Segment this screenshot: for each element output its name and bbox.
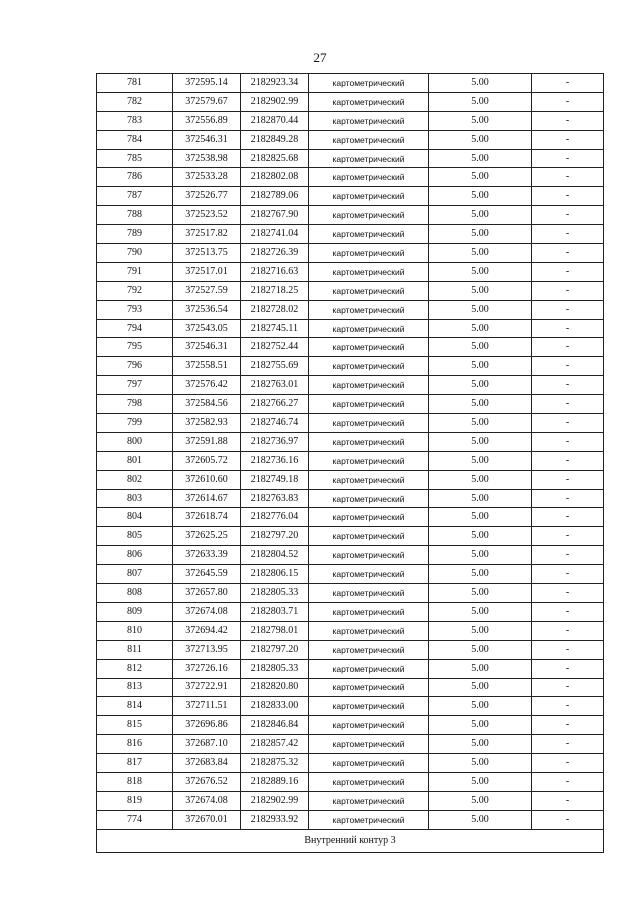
x-coordinate-cell: 372711.51 — [173, 697, 241, 716]
method-cell: картометрический — [309, 735, 429, 754]
y-coordinate-cell: 2182798.01 — [241, 621, 309, 640]
x-coordinate-cell: 372670.01 — [173, 810, 241, 829]
y-coordinate-cell: 2182805.33 — [241, 584, 309, 603]
point-number-cell: 807 — [97, 565, 173, 584]
y-coordinate-cell: 2182728.02 — [241, 300, 309, 319]
point-number-cell: 819 — [97, 791, 173, 810]
precision-cell: 5.00 — [429, 772, 532, 791]
note-cell: - — [532, 470, 604, 489]
method-cell: картометрический — [309, 565, 429, 584]
x-coordinate-cell: 372726.16 — [173, 659, 241, 678]
x-coordinate-cell: 372538.98 — [173, 149, 241, 168]
x-coordinate-cell: 372605.72 — [173, 451, 241, 470]
precision-cell: 5.00 — [429, 697, 532, 716]
precision-cell: 5.00 — [429, 754, 532, 773]
table-row — [97, 659, 604, 678]
note-cell: - — [532, 395, 604, 414]
method-cell: картометрический — [309, 111, 429, 130]
table-row — [97, 565, 604, 584]
point-number-cell: 801 — [97, 451, 173, 470]
point-number-cell: 811 — [97, 640, 173, 659]
precision-cell: 5.00 — [429, 508, 532, 527]
point-number-cell: 787 — [97, 187, 173, 206]
note-cell: - — [532, 621, 604, 640]
table-row — [97, 451, 604, 470]
note-cell: - — [532, 74, 604, 93]
y-coordinate-cell: 2182846.84 — [241, 716, 309, 735]
point-number-cell: 784 — [97, 130, 173, 149]
note-cell: - — [532, 678, 604, 697]
method-cell: картометрический — [309, 92, 429, 111]
note-cell: - — [532, 262, 604, 281]
point-number-cell: 816 — [97, 735, 173, 754]
method-cell: картометрический — [309, 187, 429, 206]
note-cell: - — [532, 432, 604, 451]
y-coordinate-cell: 2182745.11 — [241, 319, 309, 338]
point-number-cell: 813 — [97, 678, 173, 697]
note-cell: - — [532, 772, 604, 791]
x-coordinate-cell: 372633.39 — [173, 546, 241, 565]
precision-cell: 5.00 — [429, 130, 532, 149]
y-coordinate-cell: 2182746.74 — [241, 414, 309, 433]
x-coordinate-cell: 372546.31 — [173, 130, 241, 149]
note-cell: - — [532, 338, 604, 357]
precision-cell: 5.00 — [429, 659, 532, 678]
precision-cell: 5.00 — [429, 810, 532, 829]
x-coordinate-cell: 372584.56 — [173, 395, 241, 414]
contour-label: Внутренний контур 3 — [97, 829, 604, 852]
x-coordinate-cell: 372610.60 — [173, 470, 241, 489]
table-row — [97, 92, 604, 111]
table-row — [97, 395, 604, 414]
precision-cell: 5.00 — [429, 206, 532, 225]
x-coordinate-cell: 372582.93 — [173, 414, 241, 433]
precision-cell: 5.00 — [429, 565, 532, 584]
y-coordinate-cell: 2182789.06 — [241, 187, 309, 206]
method-cell: картометрический — [309, 206, 429, 225]
point-number-cell: 815 — [97, 716, 173, 735]
point-number-cell: 782 — [97, 92, 173, 111]
y-coordinate-cell: 2182755.69 — [241, 357, 309, 376]
table-row — [97, 376, 604, 395]
precision-cell: 5.00 — [429, 281, 532, 300]
x-coordinate-cell: 372526.77 — [173, 187, 241, 206]
y-coordinate-cell: 2182741.04 — [241, 225, 309, 244]
precision-cell: 5.00 — [429, 149, 532, 168]
table-row — [97, 621, 604, 640]
x-coordinate-cell: 372618.74 — [173, 508, 241, 527]
note-cell: - — [532, 716, 604, 735]
point-number-cell: 788 — [97, 206, 173, 225]
note-cell: - — [532, 754, 604, 773]
note-cell: - — [532, 149, 604, 168]
y-coordinate-cell: 2182752.44 — [241, 338, 309, 357]
method-cell: картометрический — [309, 678, 429, 697]
method-cell: картометрический — [309, 508, 429, 527]
method-cell: картометрический — [309, 300, 429, 319]
table-row — [97, 584, 604, 603]
table-row — [97, 149, 604, 168]
table-row — [97, 640, 604, 659]
note-cell: - — [532, 281, 604, 300]
table-row — [97, 810, 604, 829]
x-coordinate-cell: 372536.54 — [173, 300, 241, 319]
y-coordinate-cell: 2182797.20 — [241, 640, 309, 659]
y-coordinate-cell: 2182749.18 — [241, 470, 309, 489]
precision-cell: 5.00 — [429, 244, 532, 263]
table-row — [97, 262, 604, 281]
precision-cell: 5.00 — [429, 432, 532, 451]
y-coordinate-cell: 2182716.63 — [241, 262, 309, 281]
method-cell: картометрический — [309, 546, 429, 565]
note-cell: - — [532, 565, 604, 584]
y-coordinate-cell: 2182857.42 — [241, 735, 309, 754]
y-coordinate-cell: 2182833.00 — [241, 697, 309, 716]
note-cell: - — [532, 602, 604, 621]
x-coordinate-cell: 372674.08 — [173, 602, 241, 621]
note-cell: - — [532, 810, 604, 829]
point-number-cell: 793 — [97, 300, 173, 319]
x-coordinate-cell: 372527.59 — [173, 281, 241, 300]
table-row — [97, 470, 604, 489]
x-coordinate-cell: 372558.51 — [173, 357, 241, 376]
precision-cell: 5.00 — [429, 74, 532, 93]
note-cell: - — [532, 414, 604, 433]
precision-cell: 5.00 — [429, 735, 532, 754]
point-number-cell: 789 — [97, 225, 173, 244]
point-number-cell: 799 — [97, 414, 173, 433]
x-coordinate-cell: 372694.42 — [173, 621, 241, 640]
note-cell: - — [532, 206, 604, 225]
footer-row — [97, 829, 604, 852]
y-coordinate-cell: 2182736.16 — [241, 451, 309, 470]
y-coordinate-cell: 2182763.01 — [241, 376, 309, 395]
y-coordinate-cell: 2182718.25 — [241, 281, 309, 300]
y-coordinate-cell: 2182804.52 — [241, 546, 309, 565]
precision-cell: 5.00 — [429, 527, 532, 546]
x-coordinate-cell: 372556.89 — [173, 111, 241, 130]
method-cell: картометрический — [309, 659, 429, 678]
point-number-cell: 802 — [97, 470, 173, 489]
table-row — [97, 735, 604, 754]
method-cell: картометрический — [309, 791, 429, 810]
note-cell: - — [532, 300, 604, 319]
note-cell: - — [532, 791, 604, 810]
method-cell: картометрический — [309, 130, 429, 149]
x-coordinate-cell: 372595.14 — [173, 74, 241, 93]
method-cell: картометрический — [309, 357, 429, 376]
y-coordinate-cell: 2182763.83 — [241, 489, 309, 508]
x-coordinate-cell: 372576.42 — [173, 376, 241, 395]
point-number-cell: 795 — [97, 338, 173, 357]
table-row — [97, 206, 604, 225]
note-cell: - — [532, 111, 604, 130]
table-row — [97, 546, 604, 565]
y-coordinate-cell: 2182802.08 — [241, 168, 309, 187]
coordinates-table — [96, 73, 604, 853]
y-coordinate-cell: 2182889.16 — [241, 772, 309, 791]
y-coordinate-cell: 2182806.15 — [241, 565, 309, 584]
x-coordinate-cell: 372513.75 — [173, 244, 241, 263]
point-number-cell: 805 — [97, 527, 173, 546]
precision-cell: 5.00 — [429, 111, 532, 130]
x-coordinate-cell: 372625.25 — [173, 527, 241, 546]
table-row — [97, 74, 604, 93]
note-cell: - — [532, 319, 604, 338]
table-row — [97, 187, 604, 206]
table-row — [97, 527, 604, 546]
y-coordinate-cell: 2182726.39 — [241, 244, 309, 263]
table-row — [97, 678, 604, 697]
precision-cell: 5.00 — [429, 621, 532, 640]
x-coordinate-cell: 372687.10 — [173, 735, 241, 754]
method-cell: картометрический — [309, 810, 429, 829]
table-row — [97, 281, 604, 300]
point-number-cell: 783 — [97, 111, 173, 130]
x-coordinate-cell: 372676.52 — [173, 772, 241, 791]
y-coordinate-cell: 2182805.33 — [241, 659, 309, 678]
method-cell: картометрический — [309, 225, 429, 244]
y-coordinate-cell: 2182923.34 — [241, 74, 309, 93]
y-coordinate-cell: 2182933.92 — [241, 810, 309, 829]
method-cell: картометрический — [309, 149, 429, 168]
precision-cell: 5.00 — [429, 414, 532, 433]
table-row — [97, 489, 604, 508]
table-row — [97, 602, 604, 621]
x-coordinate-cell: 372591.88 — [173, 432, 241, 451]
note-cell: - — [532, 187, 604, 206]
precision-cell: 5.00 — [429, 546, 532, 565]
note-cell: - — [532, 451, 604, 470]
precision-cell: 5.00 — [429, 168, 532, 187]
point-number-cell: 806 — [97, 546, 173, 565]
table-row — [97, 319, 604, 338]
method-cell: картометрический — [309, 772, 429, 791]
method-cell: картометрический — [309, 489, 429, 508]
point-number-cell: 809 — [97, 602, 173, 621]
method-cell: картометрический — [309, 584, 429, 603]
y-coordinate-cell: 2182766.27 — [241, 395, 309, 414]
method-cell: картометрический — [309, 319, 429, 338]
precision-cell: 5.00 — [429, 678, 532, 697]
x-coordinate-cell: 372579.67 — [173, 92, 241, 111]
table-row — [97, 697, 604, 716]
note-cell: - — [532, 130, 604, 149]
table-row — [97, 111, 604, 130]
method-cell: картометрический — [309, 640, 429, 659]
precision-cell: 5.00 — [429, 584, 532, 603]
point-number-cell: 785 — [97, 149, 173, 168]
method-cell: картометрический — [309, 716, 429, 735]
table-row — [97, 432, 604, 451]
y-coordinate-cell: 2182776.04 — [241, 508, 309, 527]
precision-cell: 5.00 — [429, 470, 532, 489]
method-cell: картометрический — [309, 168, 429, 187]
y-coordinate-cell: 2182825.68 — [241, 149, 309, 168]
point-number-cell: 804 — [97, 508, 173, 527]
y-coordinate-cell: 2182875.32 — [241, 754, 309, 773]
y-coordinate-cell: 2182870.44 — [241, 111, 309, 130]
point-number-cell: 786 — [97, 168, 173, 187]
x-coordinate-cell: 372517.82 — [173, 225, 241, 244]
point-number-cell: 814 — [97, 697, 173, 716]
method-cell: картометрический — [309, 338, 429, 357]
precision-cell: 5.00 — [429, 225, 532, 244]
note-cell: - — [532, 659, 604, 678]
table-row — [97, 414, 604, 433]
method-cell: картометрический — [309, 376, 429, 395]
table-row — [97, 754, 604, 773]
precision-cell: 5.00 — [429, 187, 532, 206]
note-cell: - — [532, 527, 604, 546]
y-coordinate-cell: 2182797.20 — [241, 527, 309, 546]
method-cell: картометрический — [309, 527, 429, 546]
note-cell: - — [532, 697, 604, 716]
x-coordinate-cell: 372543.05 — [173, 319, 241, 338]
note-cell: - — [532, 244, 604, 263]
x-coordinate-cell: 372546.31 — [173, 338, 241, 357]
method-cell: картометрический — [309, 621, 429, 640]
point-number-cell: 797 — [97, 376, 173, 395]
precision-cell: 5.00 — [429, 602, 532, 621]
table-row — [97, 357, 604, 376]
table-row — [97, 225, 604, 244]
table-row — [97, 300, 604, 319]
precision-cell: 5.00 — [429, 300, 532, 319]
point-number-cell: 798 — [97, 395, 173, 414]
precision-cell: 5.00 — [429, 716, 532, 735]
table-row — [97, 338, 604, 357]
precision-cell: 5.00 — [429, 357, 532, 376]
x-coordinate-cell: 372696.86 — [173, 716, 241, 735]
note-cell: - — [532, 225, 604, 244]
method-cell: картометрический — [309, 74, 429, 93]
point-number-cell: 803 — [97, 489, 173, 508]
point-number-cell: 810 — [97, 621, 173, 640]
y-coordinate-cell: 2182902.99 — [241, 791, 309, 810]
y-coordinate-cell: 2182736.97 — [241, 432, 309, 451]
x-coordinate-cell: 372517.01 — [173, 262, 241, 281]
x-coordinate-cell: 372533.28 — [173, 168, 241, 187]
table-row — [97, 168, 604, 187]
note-cell: - — [532, 508, 604, 527]
point-number-cell: 800 — [97, 432, 173, 451]
y-coordinate-cell: 2182849.28 — [241, 130, 309, 149]
point-number-cell: 808 — [97, 584, 173, 603]
point-number-cell: 794 — [97, 319, 173, 338]
method-cell: картометрический — [309, 451, 429, 470]
method-cell: картометрический — [309, 754, 429, 773]
note-cell: - — [532, 735, 604, 754]
precision-cell: 5.00 — [429, 319, 532, 338]
method-cell: картометрический — [309, 432, 429, 451]
y-coordinate-cell: 2182767.90 — [241, 206, 309, 225]
note-cell: - — [532, 546, 604, 565]
method-cell: картометрический — [309, 470, 429, 489]
precision-cell: 5.00 — [429, 92, 532, 111]
method-cell: картометрический — [309, 281, 429, 300]
page-number: 27 — [313, 50, 327, 65]
point-number-cell: 790 — [97, 244, 173, 263]
table-row — [97, 716, 604, 735]
note-cell: - — [532, 584, 604, 603]
x-coordinate-cell: 372722.91 — [173, 678, 241, 697]
point-number-cell: 796 — [97, 357, 173, 376]
point-number-cell: 774 — [97, 810, 173, 829]
y-coordinate-cell: 2182820.80 — [241, 678, 309, 697]
point-number-cell: 812 — [97, 659, 173, 678]
table-row — [97, 791, 604, 810]
x-coordinate-cell: 372645.59 — [173, 565, 241, 584]
precision-cell: 5.00 — [429, 338, 532, 357]
note-cell: - — [532, 92, 604, 111]
x-coordinate-cell: 372683.84 — [173, 754, 241, 773]
point-number-cell: 818 — [97, 772, 173, 791]
method-cell: картометрический — [309, 262, 429, 281]
x-coordinate-cell: 372523.52 — [173, 206, 241, 225]
y-coordinate-cell: 2182902.99 — [241, 92, 309, 111]
point-number-cell: 791 — [97, 262, 173, 281]
precision-cell: 5.00 — [429, 395, 532, 414]
x-coordinate-cell: 372614.67 — [173, 489, 241, 508]
table-row — [97, 244, 604, 263]
point-number-cell: 817 — [97, 754, 173, 773]
note-cell: - — [532, 376, 604, 395]
precision-cell: 5.00 — [429, 262, 532, 281]
note-cell: - — [532, 640, 604, 659]
precision-cell: 5.00 — [429, 489, 532, 508]
method-cell: картометрический — [309, 414, 429, 433]
method-cell: картометрический — [309, 602, 429, 621]
note-cell: - — [532, 357, 604, 376]
precision-cell: 5.00 — [429, 451, 532, 470]
table-row — [97, 772, 604, 791]
note-cell: - — [532, 168, 604, 187]
precision-cell: 5.00 — [429, 640, 532, 659]
x-coordinate-cell: 372713.95 — [173, 640, 241, 659]
point-number-cell: 781 — [97, 74, 173, 93]
coordinates-table-body — [97, 74, 604, 830]
table-row — [97, 130, 604, 149]
x-coordinate-cell: 372657.80 — [173, 584, 241, 603]
y-coordinate-cell: 2182803.71 — [241, 602, 309, 621]
precision-cell: 5.00 — [429, 791, 532, 810]
table-row — [97, 508, 604, 527]
note-cell: - — [532, 489, 604, 508]
point-number-cell: 792 — [97, 281, 173, 300]
method-cell: картометрический — [309, 697, 429, 716]
method-cell: картометрический — [309, 244, 429, 263]
method-cell: картометрический — [309, 395, 429, 414]
x-coordinate-cell: 372674.08 — [173, 791, 241, 810]
precision-cell: 5.00 — [429, 376, 532, 395]
